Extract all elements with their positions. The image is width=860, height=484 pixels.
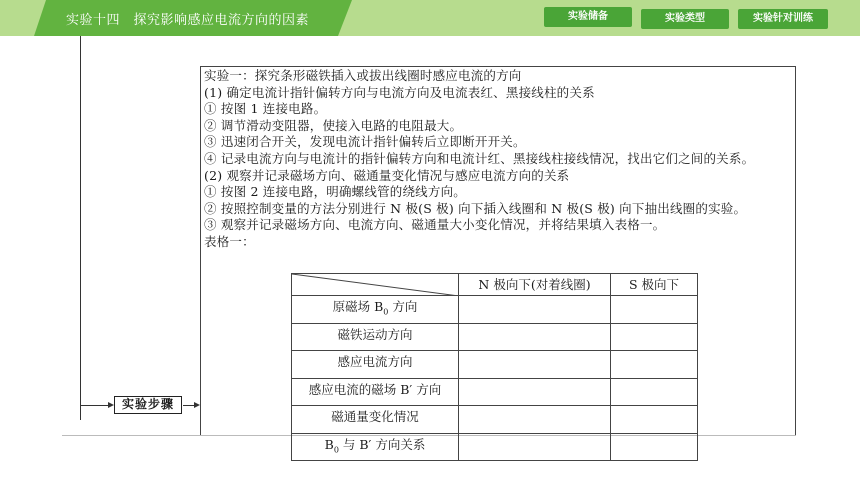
experiment-heading: 实验一：探究条形磁铁插入或拔出线圈时感应电流的方向	[204, 68, 522, 83]
row-label-magnet-motion: 磁铁运动方向	[292, 323, 459, 351]
table-row	[292, 296, 698, 324]
row-label-original-field: 原磁场 $B_0$ 方向	[292, 296, 459, 324]
table-cell[interactable]	[459, 378, 611, 406]
step-1-item-2: ② 调节滑动变阻器，使接入电路的电阻最大。	[204, 117, 463, 133]
step-1-item-4: ④ 记录电流方向与电流计的指针偏转方向和电流计红、黑接线柱接线情况，找出它们之间的关系。	[204, 150, 755, 166]
step-2-item-1: ① 按图 2 连接电路，明确螺线管的绕线方向。	[204, 184, 466, 200]
table-row	[292, 378, 698, 406]
table-cell[interactable]	[459, 406, 611, 434]
header-bar	[0, 0, 860, 36]
row-label-induced-current: 感应电流方向	[292, 351, 459, 379]
table-row	[292, 406, 698, 434]
table-header-s-pole: S 极向下	[611, 274, 698, 296]
table-cell[interactable]	[611, 433, 698, 461]
step-2-item-2: ② 按照控制变量的方法分别进行 N 极(S 极) 向下插入线圈和 N 极(S 极) 向下抽出线圈的实验。	[204, 200, 747, 216]
table-row	[292, 433, 698, 461]
table-header-row	[292, 274, 698, 296]
nav-button-preparation[interactable]: 实验储备	[544, 7, 632, 27]
step-text-block	[204, 68, 754, 251]
table-row	[292, 323, 698, 351]
outline-vertical-line	[80, 36, 81, 420]
step-1-heading: (1) 确定电流计指针偏转方向与电流方向及电流表红、黑接线柱的关系	[204, 84, 595, 100]
table-corner-cell	[292, 274, 459, 296]
table-caption: 表格一：	[204, 233, 255, 249]
table-cell[interactable]	[459, 351, 611, 379]
page-title: 实验十四 探究影响感应电流方向的因素	[66, 13, 310, 28]
nav-button-types[interactable]: 实验类型	[641, 9, 729, 29]
table-cell[interactable]	[611, 378, 698, 406]
row-label-induced-field: 感应电流的磁场 B′ 方向	[292, 378, 459, 406]
row-label-flux-change: 磁通量变化情况	[292, 406, 459, 434]
table-cell[interactable]	[459, 323, 611, 351]
table-cell[interactable]	[459, 433, 611, 461]
table-header-n-pole: N 极向下(对着线圈)	[459, 274, 611, 296]
table-row	[292, 351, 698, 379]
table-cell[interactable]	[611, 323, 698, 351]
row-label-direction-relation: $B_0$ 与 B′ 方向关系	[292, 433, 459, 461]
diagonal-line-icon	[292, 274, 459, 296]
step-1-item-1: ① 按图 1 连接电路。	[204, 101, 327, 117]
content-panel	[200, 66, 796, 454]
nav-button-training[interactable]: 实验针对训练	[738, 9, 828, 29]
step-2-heading: (2) 观察并记录磁场方向、磁通量变化情况与感应电流方向的关系	[204, 167, 570, 183]
table-cell[interactable]	[459, 296, 611, 324]
step-2-item-3: ③ 观察并记录磁场方向、电流方向、磁通量大小变化情况，并将结果填入表格一。	[204, 217, 666, 233]
table-cell[interactable]	[611, 406, 698, 434]
result-table	[291, 273, 698, 461]
section-label-steps: 实验步骤	[114, 396, 182, 414]
table-cell[interactable]	[611, 296, 698, 324]
step-1-item-3: ③ 迅速闭合开关，发现电流计指针偏转后立即断开开关。	[204, 134, 526, 150]
table-cell[interactable]	[611, 351, 698, 379]
